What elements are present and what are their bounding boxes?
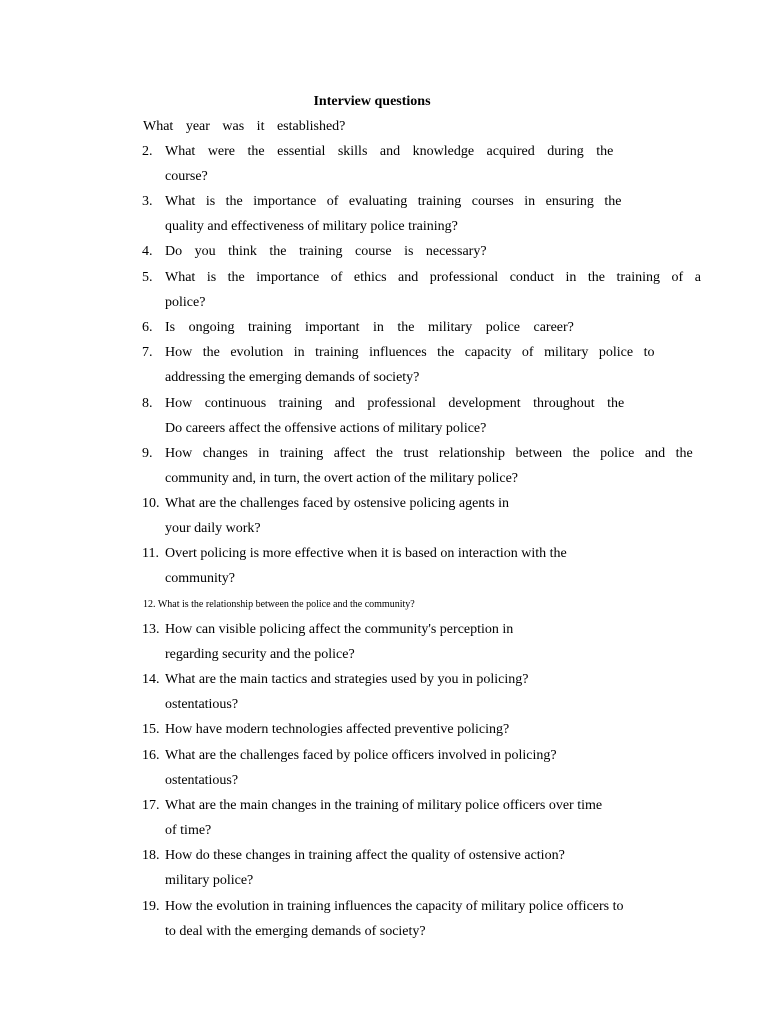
question-2-line-1: What were the essential skills and knowledge acquired during the xyxy=(165,144,614,159)
question-1-text: What year was it established? xyxy=(143,119,346,134)
question-19-line-1: How the evolution in training influences the capacity of military police officers to xyxy=(165,899,624,914)
question-13-line-2: regarding security and the police? xyxy=(165,647,355,662)
question-11-line-1: Overt policing is more effective when it is based on interaction with the xyxy=(165,546,567,561)
question-14-number: 14. xyxy=(142,672,160,687)
question-10-number: 10. xyxy=(142,496,160,511)
question-12: 12. What is the relationship between the police and the community? xyxy=(143,599,415,610)
question-15-line-1: How have modern technologies affected preventive policing? xyxy=(165,722,510,737)
question-16-line-2: ostentatious? xyxy=(165,773,239,788)
question-5-line-2: police? xyxy=(165,295,206,310)
question-16-number: 16. xyxy=(142,748,160,763)
question-14-line-1: What are the main tactics and strategies used by you in policing? xyxy=(165,672,529,687)
question-5-number: 5. xyxy=(142,270,153,285)
question-2-line-2: course? xyxy=(165,169,208,184)
question-6-line-1: Is ongoing training important in the military police career? xyxy=(165,320,574,335)
question-3-line-2: quality and effectiveness of military police training? xyxy=(165,219,458,234)
question-3-line-1: What is the importance of evaluating training courses in ensuring the xyxy=(165,194,622,209)
question-8-line-2: Do careers affect the offensive actions of military police? xyxy=(165,421,487,436)
question-15-number: 15. xyxy=(142,722,160,737)
question-9-line-2: community and, in turn, the overt action of the military police? xyxy=(165,471,519,486)
question-8-number: 8. xyxy=(142,396,153,411)
question-19-line-2: to deal with the emerging demands of society? xyxy=(165,924,426,939)
question-13-line-1: How can visible policing affect the community's perception in xyxy=(165,622,514,637)
question-9-line-1: How changes in training affect the trust relationship between the police and the xyxy=(165,446,693,461)
question-10-line-2: your daily work? xyxy=(165,521,261,536)
question-19-number: 19. xyxy=(142,899,160,914)
document-title: Interview questions xyxy=(313,94,431,109)
question-9-number: 9. xyxy=(142,446,153,461)
question-7-line-1: How the evolution in training influences the capacity of military police to xyxy=(165,345,655,360)
question-3-number: 3. xyxy=(142,194,153,209)
question-17-number: 17. xyxy=(142,798,160,813)
question-17-line-1: What are the main changes in the training of military police officers over time xyxy=(165,798,603,813)
question-11-number: 11. xyxy=(142,546,159,561)
question-11-line-2: community? xyxy=(165,571,235,586)
question-18-number: 18. xyxy=(142,848,160,863)
question-5-line-1: What is the importance of ethics and professional conduct in the training of a xyxy=(165,270,701,285)
question-14-line-2: ostentatious? xyxy=(165,697,239,712)
question-6-number: 6. xyxy=(142,320,153,335)
question-13-number: 13. xyxy=(142,622,160,637)
question-16-line-1: What are the challenges faced by police officers involved in policing? xyxy=(165,748,557,763)
question-17-line-2: of time? xyxy=(165,823,212,838)
question-4-line-1: Do you think the training course is necessary? xyxy=(165,244,487,259)
question-4-number: 4. xyxy=(142,244,153,259)
question-7-number: 7. xyxy=(142,345,153,360)
question-7-line-2: addressing the emerging demands of society? xyxy=(165,370,420,385)
question-10-line-1: What are the challenges faced by ostensive policing agents in xyxy=(165,496,510,511)
question-1 xyxy=(143,117,345,137)
question-8-line-1: How continuous training and professional development throughout the xyxy=(165,396,625,411)
question-18-line-1: How do these changes in training affect the quality of ostensive action? xyxy=(165,848,565,863)
question-2-number: 2. xyxy=(142,144,153,159)
question-18-line-2: military police? xyxy=(165,873,254,888)
